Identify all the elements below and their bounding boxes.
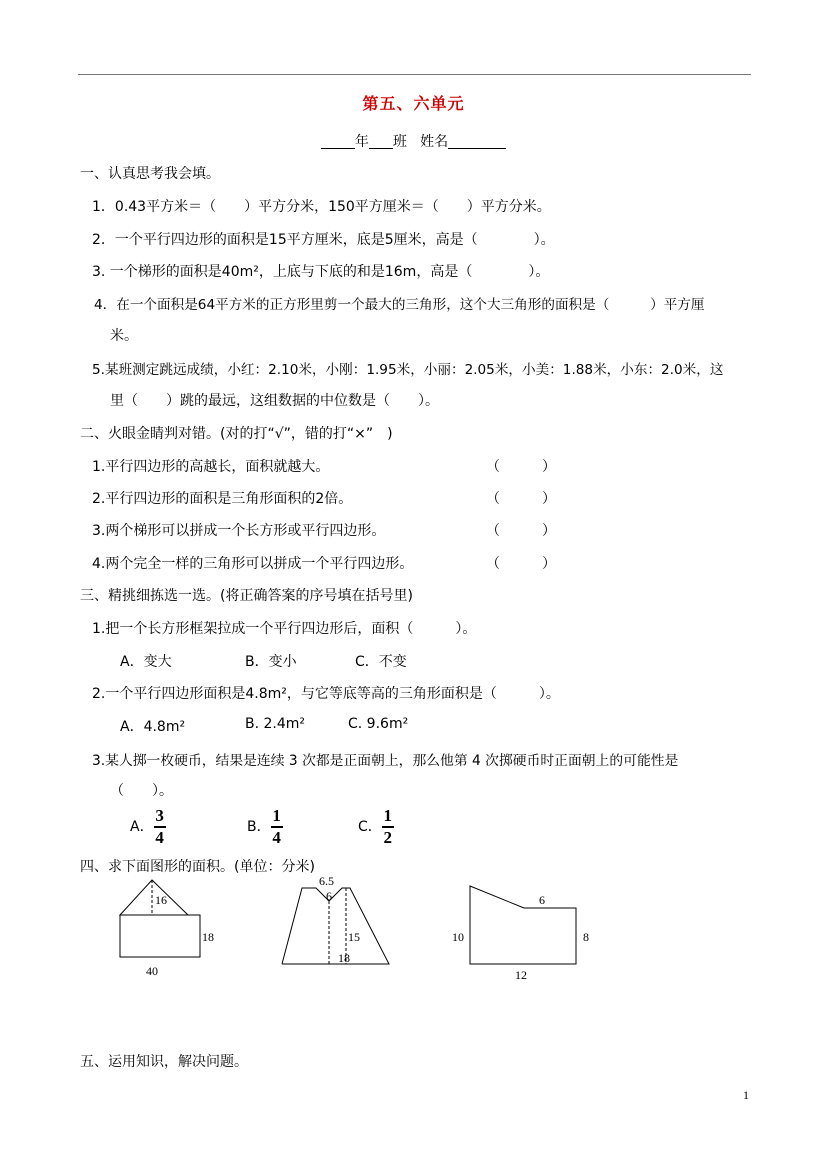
s1-question-5-line2: 里（ ）跳的最远，这组数据的中位数是（ ）。 [110,393,439,409]
section5-heading: 五、运用知识，解决问题。 [80,1054,248,1070]
fig2-height-label: 15 [348,930,360,944]
section1-heading: 一、认真思考我会填。 [80,166,220,182]
name-label: 姓名 [420,134,449,150]
option-a-label: A． [130,819,154,835]
s1-question-4-line2: 米。 [110,328,138,344]
trapezoid-outline [282,888,389,964]
s2-item-4-text: 4.两个完全一样的三角形可以拼成一个平行四边形。 [92,556,414,572]
s3-q3-option-a[interactable] [130,807,166,847]
figure-house-shape [110,872,230,980]
option-b-label: B． [247,819,271,835]
fig2-base-label: 18 [338,951,350,965]
denominator: 4 [272,828,281,847]
fraction-one-quarter [271,807,283,847]
s3-question-3-line1: 3.某人掷一枚硬币，结果是连续 3 次都是正面朝上，那么他第 4 次掷硬币时正面朝上的可能性是 [92,753,679,769]
numerator: 1 [383,806,393,825]
name-blank[interactable] [448,134,506,149]
s2-item-4-answer[interactable]: （ ） [486,556,556,572]
s3-q1-option-b[interactable]: B．变小 [245,654,297,670]
s3-q3-option-c[interactable] [358,807,394,847]
s3-question-2: 2.一个平行四边形面积是4.8m²，与它等底等高的三角形面积是（ ）。 [92,686,560,702]
s2-item-3-text: 3.两个梯形可以拼成一个长方形或平行四边形。 [92,523,386,539]
option-c-label: C． [358,819,382,835]
page-title: 第五、六单元 [362,94,465,113]
s2-item-1-answer[interactable]: （ ） [486,459,556,475]
s1-question-3: 3. 一个梯形的面积是40m²，上底与下底的和是16m，高是（ ）。 [92,264,550,280]
fig1-side-label: 18 [202,930,214,944]
fraction-three-quarters [154,807,166,847]
fig3-top-label: 6 [539,893,545,907]
fraction-one-half [382,807,394,847]
s1-question-4-line1: 4．在一个面积是64平方米的正方形里剪一个最大的三角形，这个大三角形的面积是（ ）平方厘 [94,297,705,313]
s3-question-3-line2: （ ）。 [110,783,173,799]
rectangle-body [120,915,200,957]
s2-item-2-text: 2.平行四边形的面积是三角形面积的2倍。 [92,491,353,507]
fig1-base-label: 40 [146,964,158,978]
student-info-line [0,131,827,151]
fig3-base-label: 12 [515,968,527,982]
fig2-top-label: 6.5 [319,874,334,888]
denominator: 4 [155,828,164,847]
page-number: 1 [743,1088,749,1102]
numerator: 3 [155,806,164,825]
figure-pentagon [446,880,596,984]
section2-heading: 二、火眼金睛判对错。(对的打“√”，错的打“×” ) [80,426,393,442]
denominator: 2 [383,828,393,847]
fig1-height-label: 16 [155,893,167,907]
class-label: 班 [392,134,407,150]
header-rule [78,74,751,75]
grade-blank[interactable] [321,134,355,149]
fig3-right-label: 8 [583,930,589,944]
s2-item-1-text: 1.平行四边形的高越长，面积就越大。 [92,459,330,475]
s3-q3-option-b[interactable] [247,807,283,847]
fig2-inner-label: 6 [326,889,332,903]
fig3-left-label: 10 [452,930,464,944]
class-blank[interactable] [369,134,393,149]
pentagon-outline [470,886,576,964]
s3-q2-option-c[interactable]: C. 9.6m² [348,716,409,732]
s3-q1-option-c[interactable]: C．不变 [355,654,407,670]
s2-item-3-answer[interactable]: （ ） [486,523,556,539]
numerator: 1 [272,806,281,825]
s3-question-1: 1.把一个长方形框架拉成一个平行四边形后，面积（ ）。 [92,621,477,637]
section4-heading: 四、求下面图形的面积。(单位：分米) [80,859,315,875]
s1-question-1: 1．0.43平方米＝（ ）平方分米，150平方厘米＝（ ）平方分米。 [92,199,551,215]
s3-q2-option-b[interactable]: B. 2.4m² [245,716,306,732]
s1-question-2: 2．一个平行四边形的面积是15平方厘米，底是5厘米，高是（ ）。 [92,232,555,248]
s1-question-5-line1: 5.某班测定跳远成绩，小红：2.10米，小刚：1.95米，小丽：2.05米，小美：1.88米，小东：2.0米，这 [92,362,724,378]
triangle-roof [120,880,188,915]
s3-q1-option-a[interactable]: A．变大 [120,654,172,670]
grade-label: 年 [354,134,369,150]
section3-heading: 三、精挑细拣选一选。(将正确答案的序号填在括号里) [80,588,413,604]
s3-q2-option-a[interactable]: A．4.8m² [120,719,186,735]
s2-item-2-answer[interactable]: （ ） [486,491,556,507]
figure-notched-trapezoid [276,870,396,970]
